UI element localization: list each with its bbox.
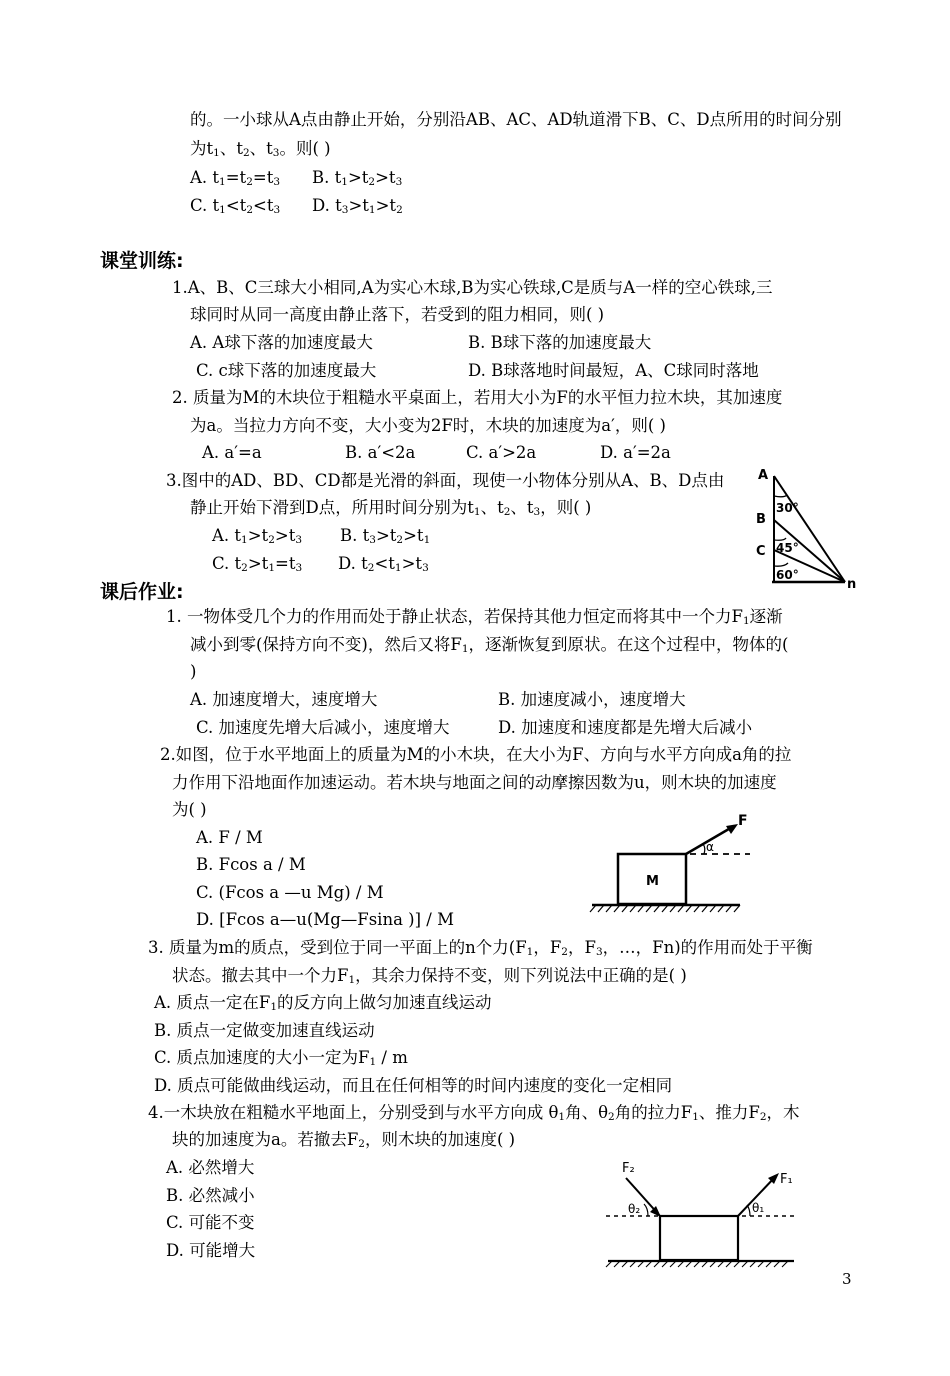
hw-q1-option-c: C. 加速度先增大后减小，速度增大 bbox=[196, 718, 450, 737]
ct-q2-option-c: C. a′>2a bbox=[466, 443, 537, 462]
angle-label-alpha: α bbox=[706, 840, 714, 854]
hw-q3-option-a: A. 质点一定在$F_1$的反方向上做匀加速直线运动 bbox=[154, 993, 492, 1013]
hw-q4-option-d: D. 可能增大 bbox=[166, 1241, 256, 1260]
page-number: 3 bbox=[842, 1270, 852, 1288]
homework-heading: 课后作业: bbox=[100, 581, 184, 603]
ct-q1-line2: 球同时从同一高度由静止落下，若受到的阻力相同，则( ) bbox=[190, 305, 605, 324]
block-force-figure bbox=[590, 808, 760, 918]
hw-q2-line1: 2.如图，位于水平地面上的质量为M的小木块，在大小为F、方向与水平方向成a角的拉 bbox=[160, 745, 792, 764]
hw-q4-option-a: A. 必然增大 bbox=[166, 1158, 255, 1177]
figure-label-b: B bbox=[756, 512, 766, 527]
ct-q2-option-b: B. a′<2a bbox=[345, 443, 416, 462]
inclined-planes-figure bbox=[750, 462, 860, 592]
hw-q1-line1: 1. 一物体受几个力的作用而处于静止状态，若保持其他力恒定而将其中一个力$F_1$逐渐 bbox=[166, 607, 783, 627]
angle-label-theta2: θ₂ bbox=[628, 1202, 641, 1216]
ct-q1-line1: 1.A、B、C三球大小相同,A为实心木球,B为实心铁球,C是质与A一样的空心铁球,三 bbox=[172, 278, 773, 297]
hw-q2-option-c: C. (Fcos a —u Mg) / M bbox=[196, 883, 384, 902]
hw-q3-option-d: D. 质点可能做曲线运动，而且在任何相等的时间内速度的变化一定相同 bbox=[154, 1076, 673, 1095]
ct-q1-option-b: B. B球下落的加速度最大 bbox=[468, 333, 652, 352]
class-training-heading: 课堂训练: bbox=[100, 250, 184, 272]
ct-q2-line1: 2. 质量为M的木块位于粗糙水平桌面上，若用大小为F的水平恒力拉木块，其加速度 bbox=[172, 388, 783, 407]
ct-q1-option-c: C. c球下落的加速度最大 bbox=[196, 361, 377, 380]
ct-q2-line2: 为a。当拉力方向不变，大小变为2F时，木块的加速度为a′，则( ) bbox=[190, 416, 666, 435]
hw-q4-line1: 4.一木块放在粗糙水平地面上，分别受到与水平方向成 $\theta_1$角、$\theta_2$角的拉力$F_1$、推力$F_2$，木 bbox=[148, 1103, 800, 1123]
angle-label-30: 30° bbox=[776, 501, 799, 515]
hw-q3-option-b: B. 质点一定做变加速直线运动 bbox=[154, 1021, 375, 1040]
angle-label-45: 45° bbox=[776, 541, 799, 555]
hw-q1-option-a: A. 加速度增大，速度增大 bbox=[190, 690, 378, 709]
block-label-m: M bbox=[646, 874, 659, 889]
hw-q1-option-d: D. 加速度和速度都是先增大后减小 bbox=[498, 718, 753, 737]
hw-q4-option-c: C. 可能不变 bbox=[166, 1213, 255, 1232]
hw-q2-option-d: D. [Fcos a—u(Mg—Fsina )] / M bbox=[196, 910, 454, 929]
top-question-line2: 为$t_1$、$t_2$、$t_3$。则( ) bbox=[190, 139, 331, 159]
hw-q1-option-b: B. 加速度减小，速度增大 bbox=[498, 690, 686, 709]
top-option-b: B. $t_1>t_2>t_3$ bbox=[312, 168, 403, 188]
hw-q4-option-b: B. 必然减小 bbox=[166, 1186, 255, 1205]
hw-q2-option-a: A. F / M bbox=[196, 828, 263, 847]
top-option-d: D. $t_3>t_1>t_2$ bbox=[312, 196, 403, 216]
hw-q2-line2: 力作用下沿地面作加速运动。若木块与地面之间的动摩擦因数为u，则木块的加速度 bbox=[172, 773, 777, 792]
angle-label-theta1: θ₁ bbox=[752, 1201, 765, 1215]
ct-q3-option-b: B. $t_3>t_2>t_1$ bbox=[340, 526, 431, 546]
hw-q1-line2: 减小到零(保持方向不变)，然后又将$F_1$，逐渐恢复到原状。在这个过程中，物体的( bbox=[190, 635, 789, 655]
push-pull-figure bbox=[600, 1158, 800, 1273]
ct-q3-line1: 3.图中的AD、BD、CD都是光滑的斜面，现使一小物体分别从A、B、D点由 bbox=[166, 471, 725, 490]
ct-q3-option-c: C. $t_2>t_1=t_3$ bbox=[212, 554, 303, 574]
top-option-a: A. $t_1=t_2=t_3$ bbox=[190, 168, 281, 188]
ct-q3-option-a: A. $t_1>t_2>t_3$ bbox=[212, 526, 303, 546]
hw-q2-option-b: B. Fcos a / M bbox=[196, 855, 306, 874]
force-label-f: F bbox=[738, 813, 748, 829]
force-label-f1: F₁ bbox=[780, 1172, 793, 1187]
hw-q1-line3: ) bbox=[190, 662, 197, 681]
ct-q3-line2: 静止开始下滑到D点，所用时间分别为$t_1$、$t_2$、$t_3$，则( ) bbox=[190, 498, 592, 518]
force-label-f2: F₂ bbox=[622, 1161, 635, 1176]
angle-label-60: 60° bbox=[776, 568, 799, 582]
hw-q3-line1: 3. 质量为m的质点，受到位于同一平面上的n个力($F_1$，$F_2$，$F_3$，…，Fn)的作用而处于平衡 bbox=[148, 938, 813, 958]
top-option-c: C. $t_1<t_2<t_3$ bbox=[190, 196, 281, 216]
hw-q3-option-c: C. 质点加速度的大小一定为$F_1$ / m bbox=[154, 1048, 408, 1068]
hw-q3-line2: 状态。撤去其中一个力$F_1$，其余力保持不变，则下列说法中正确的是( ) bbox=[172, 966, 687, 986]
ct-q1-option-a: A. A球下落的加速度最大 bbox=[190, 333, 373, 352]
top-question-line1: 的。一小球从A点由静止开始，分别沿AB、AC、AD轨道滑下B、C、D点所用的时间分别 bbox=[190, 110, 842, 129]
ct-q2-option-a: A. a′=a bbox=[202, 443, 262, 462]
hw-q2-line3: 为( ) bbox=[172, 800, 207, 819]
hw-q4-line2: 块的加速度为a。若撤去$F_2$，则木块的加速度( ) bbox=[172, 1130, 516, 1150]
ct-q3-option-d: D. $t_2<t_1>t_3$ bbox=[338, 554, 429, 574]
ct-q1-option-d: D. B球落地时间最短，A、C球同时落地 bbox=[468, 361, 759, 380]
ct-q2-option-d: D. a′=2a bbox=[600, 443, 671, 462]
figure-label-a: A bbox=[758, 468, 769, 483]
figure-label-d: n bbox=[847, 577, 857, 592]
figure-label-c: C bbox=[756, 544, 766, 559]
